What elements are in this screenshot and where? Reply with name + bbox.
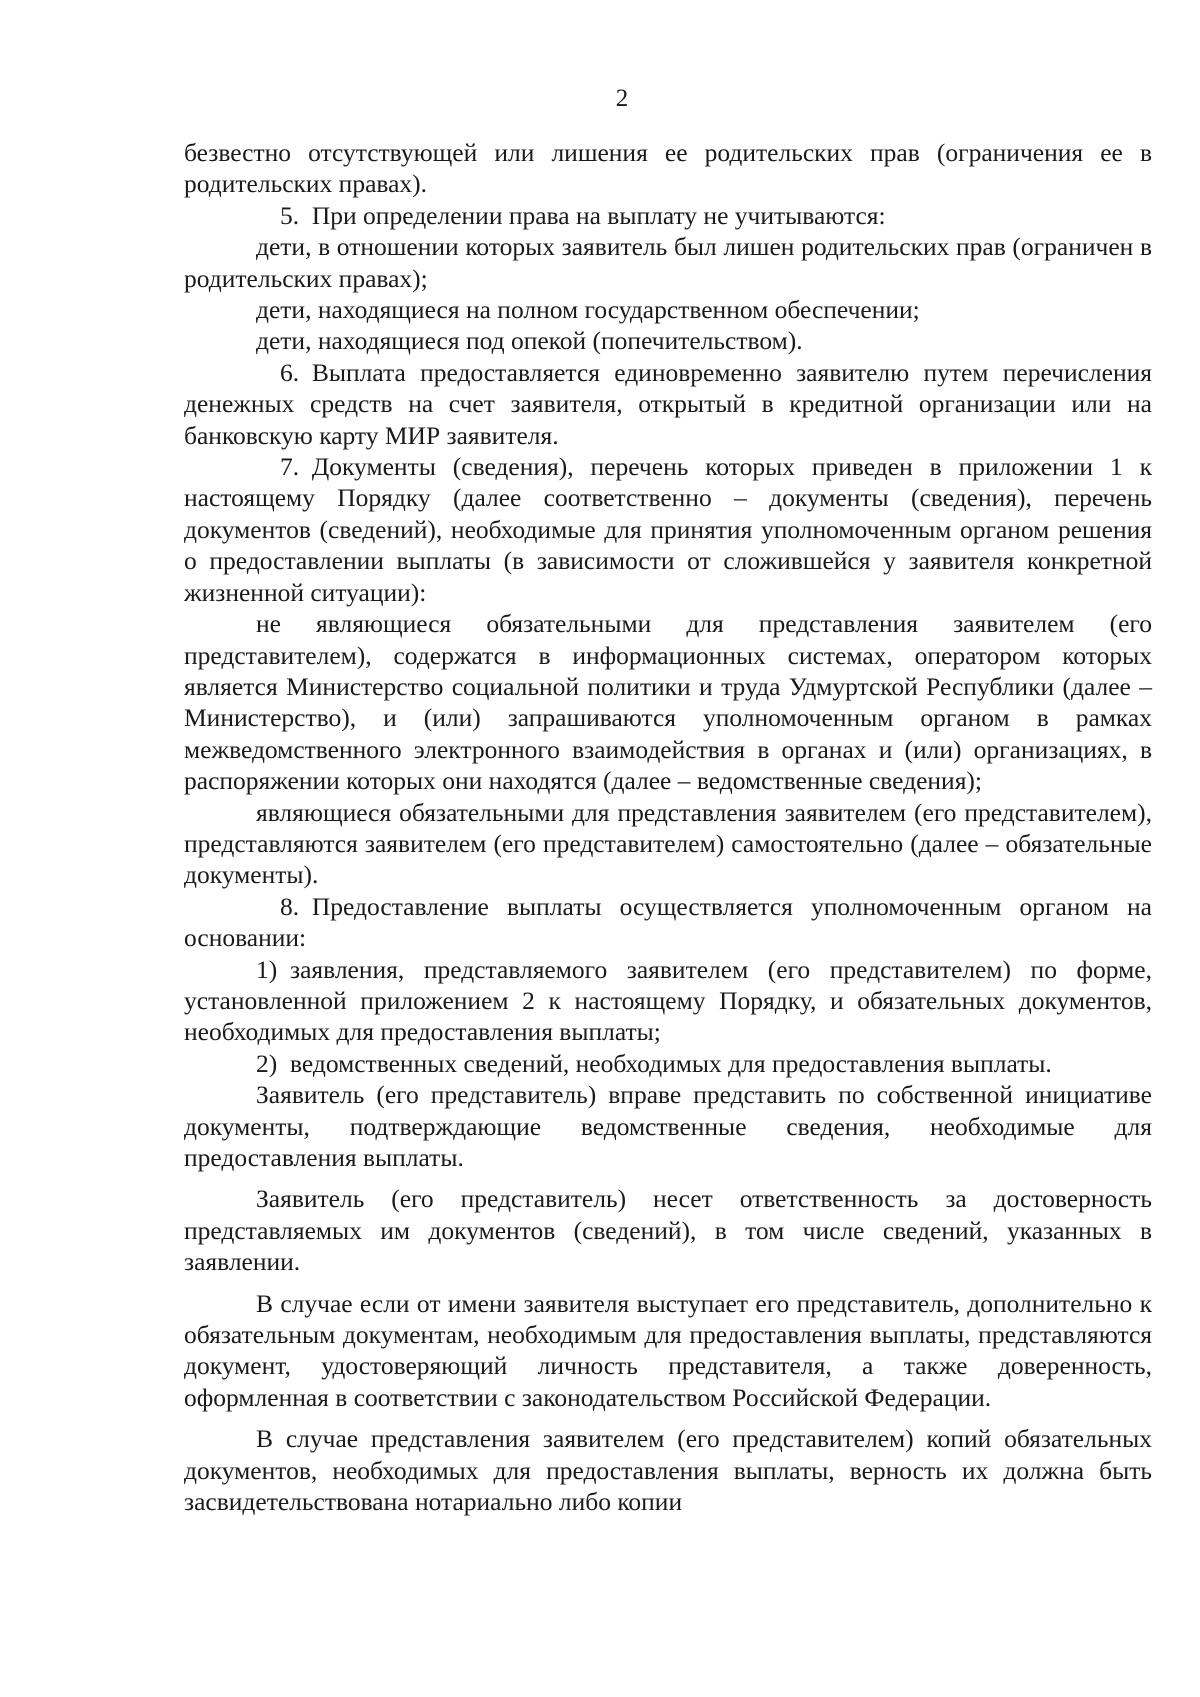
paragraph-continuation: безвестно отсутствующей или лишения ее родительских прав (ограничения ее в родительских правах). [184, 138, 1152, 199]
paragraph-non-mandatory-documents: не являющиеся обязательными для представления заявителем (его представителем), содержатся в информационных системах, оператором которых является Министерство социальной политики и труда Удмуртской Республики (далее – Министерство), и (или) запрашиваются уполномоченным органом в рамках межведомственного электронного взаимодействия в органах и (или) организациях, в распоряжении которых они находятся (далее – ведомственные сведения); [184, 609, 1152, 796]
paragraph-children-state-care: дети, находящиеся на полном государственном обеспечении; [256, 295, 920, 325]
paragraph-item-8: 8. Предоставление выплаты осуществляется уполномоченным органом на основании: [184, 891, 1152, 953]
paragraph-mandatory-documents: являющиеся обязательными для представления заявителем (его представителем), представляются заявителем (его представителем) самостоятельно (далее – обязательные документы). [184, 797, 1152, 890]
paragraph-item-7: 7. Документы (сведения), перечень которых приведен в приложении 1 к настоящему Порядку (далее соответственно – документы (сведения), перечень документов (сведений), необходимые для принятия уполномоченным органом решения о предоставлении выплаты (в зависимости от сложившейся у заявителя конкретной жизненной ситуации): [184, 452, 1152, 607]
paragraph-item-6: 6. Выплата предоставляется единовременно заявителю путем перечисления денежных средств на счет заявителя, открытый в кредитной организации или на банковскую карту МИР заявителя. [184, 357, 1152, 450]
paragraph-item-8-2: 2) ведомственных сведений, необходимых для предоставления выплаты. [256, 1048, 1052, 1078]
paragraph-responsibility: Заявитель (его представитель) несет ответственность за достоверность представляемых им документов (сведений), в том числе сведений, указанных в заявлении. [184, 1184, 1152, 1277]
paragraph-own-initiative: Заявитель (его представитель) вправе представить по собственной инициативе документы, подтверждающие ведомственные сведения, необходимые для предоставления выплаты. [184, 1080, 1152, 1172]
paragraph-copies: В случае представления заявителем (его представителем) копий обязательных документов, необходимых для предоставления выплаты, верность их должна быть засвидетельствована нотариально либо копии [184, 1424, 1152, 1517]
document-body [184, 137, 1152, 1517]
paragraph-representative: В случае если от имени заявителя выступает его представитель, дополнительно к обязательным документам, необходимым для предоставления выплаты, представляются документ, удостоверяющий личность представителя, а также доверенность, оформленная в соответствии с законодательством Российской Федерации. [184, 1288, 1152, 1412]
paragraph-children-deprived: дети, в отношении которых заявитель был лишен родительских прав (ограничен в родительских правах); [184, 232, 1152, 293]
paragraph-children-guardianship: дети, находящиеся под опекой (попечительством). [256, 326, 803, 356]
page-number: 2 [615, 85, 629, 112]
paragraph-item-8-1: 1) заявления, представляемого заявителем (его представителем) по форме, установленной приложением 2 к настоящему Порядку, и обязательных документов, необходимых для предоставления выплаты; [184, 954, 1152, 1047]
paragraph-item-5: 5. При определении права на выплату не учитываются: [280, 200, 886, 230]
